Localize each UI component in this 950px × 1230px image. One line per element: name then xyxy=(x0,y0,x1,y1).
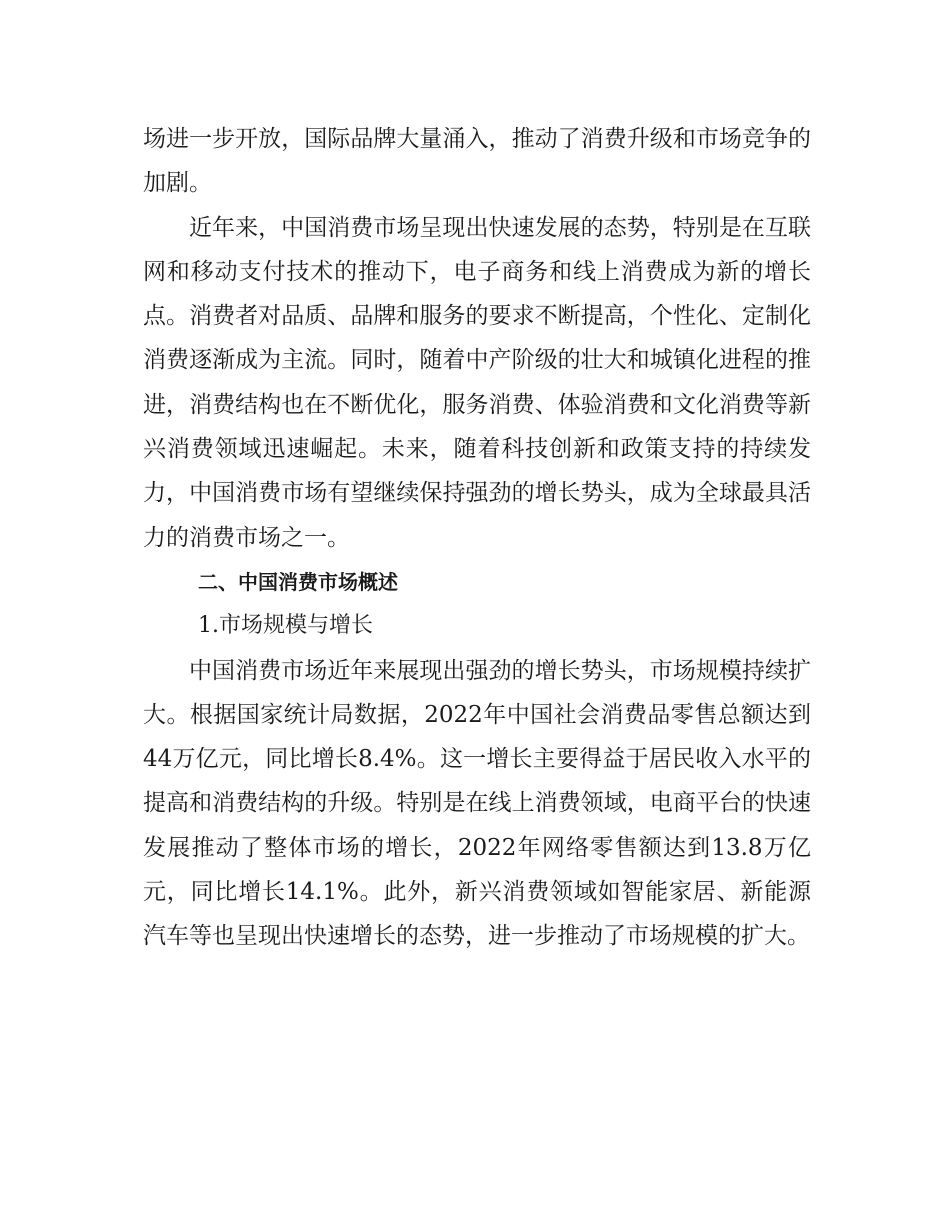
subsection-heading: 1.市场规模与增长 xyxy=(198,613,373,639)
paragraph-recent-development: 近年来，中国消费市场呈现出快速发展的态势，特别是在互联网和移动支付技术的推动下，电子商务和线上消费成为新的增长点。消费者对品质、品牌和服务的要求不断提高，个性化、定制化消费逐渐成为主流。同时，随着中产阶级的壮大和城镇化进程的推进，消费结构也在不断优化，服务消费、体验消费和文化消费等新兴消费领域迅速崛起。未来，随着科技创新和政策支持的持续发力，中国消费市场有望继续保持强劲的增长势头，成为全球最具活力的消费市场之一。 xyxy=(143,214,811,551)
section-heading: 二、中国消费市场概述 xyxy=(198,569,398,594)
document-page xyxy=(143,117,811,959)
paragraph-market-scale: 中国消费市场近年来展现出强劲的增长势头，市场规模持续扩大。根据国家统计局数据，2022年中国社会消费品零售总额达到44万亿元，同比增长8.4%。这一增长主要得益于居民收入水平的提高和消费结构的升级。特别是在线上消费领域，电商平台的快速发展推动了整体市场的增长，2022年网络零售额达到13.8万亿元，同比增长14.1%。此外，新兴消费领域如智能家居、新能源汽车等也呈现出快速增长的态势，进一步推动了市场规模的扩大。 xyxy=(143,657,811,950)
paragraph-continued: 场进一步开放，国际品牌大量涌入，推动了消费升级和市场竞争的加剧。 xyxy=(143,126,811,197)
